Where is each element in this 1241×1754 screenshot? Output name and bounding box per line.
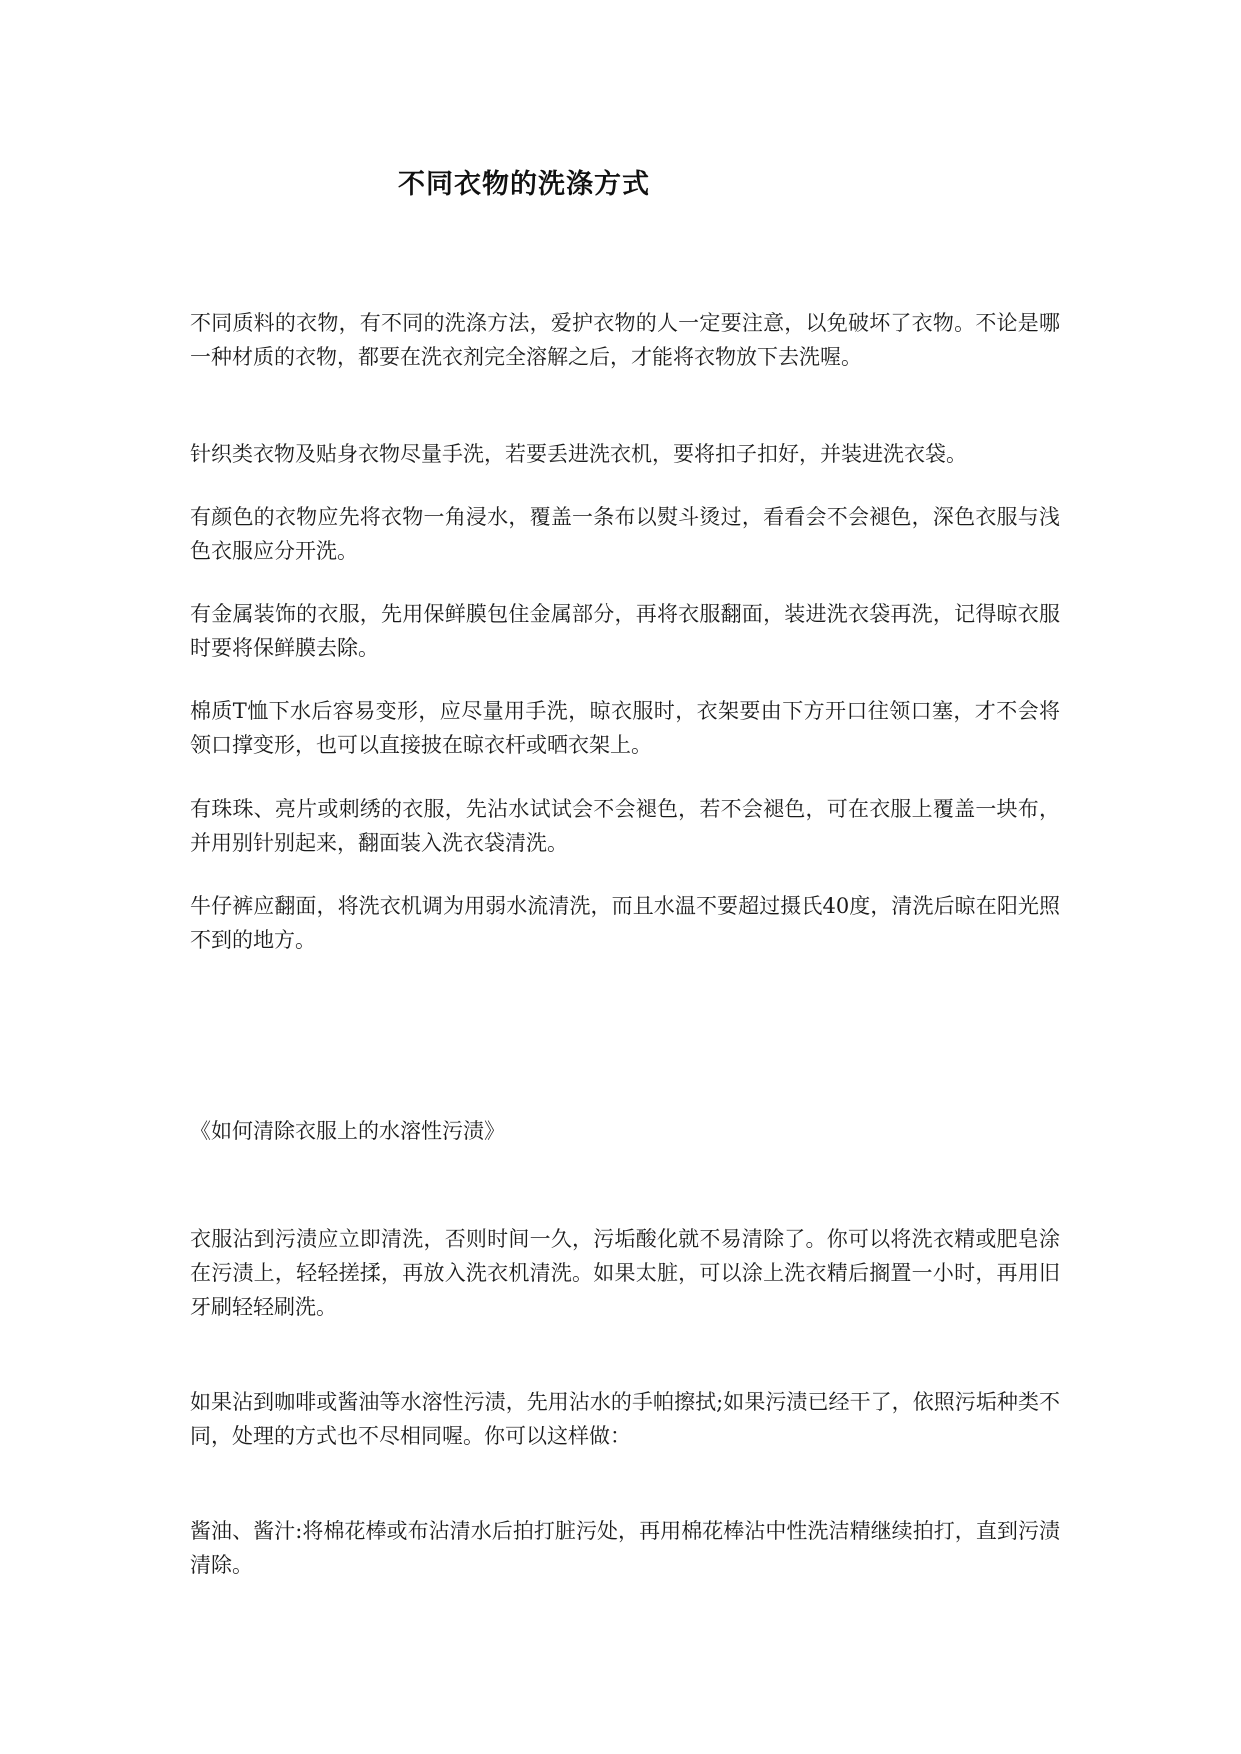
paragraph-metal-decoration: 有金属装饰的衣服，先用保鲜膜包住金属部分，再将衣服翻面，装进洗衣袋再洗，记得晾衣服时要将保鲜膜去除。: [190, 602, 1060, 660]
paragraph-cotton-tshirt: 棉质T恤下水后容易变形，应尽量用手洗，晾衣服时，衣架要由下方开口往领口塞，才不会将领口撑变形，也可以直接披在晾衣杆或晒衣架上。: [190, 699, 1060, 757]
paragraph-intro: 不同质料的衣物，有不同的洗涤方法，爱护衣物的人一定要注意，以免破坏了衣物。不论是哪一种材质的衣物，都要在洗衣剂完全溶解之后，才能将衣物放下去洗喔。: [190, 311, 1060, 369]
paragraph-stain-cleaning: 衣服沾到污渍应立即清洗，否则时间一久，污垢酸化就不易清除了。你可以将洗衣精或肥皂涂在污渍上，轻轻搓揉，再放入洗衣机清洗。如果太脏，可以涂上洗衣精后搁置一小时，再用旧牙刷轻轻刷洗。: [190, 1227, 1060, 1319]
page-title: 不同衣物的洗涤方式: [398, 169, 650, 200]
paragraph-jeans: 牛仔裤应翻面，将洗衣机调为用弱水流清洗，而且水温不要超过摄氏40度，清洗后晾在阳光照不到的地方。: [190, 894, 1060, 952]
paragraph-sequins: 有珠珠、亮片或刺绣的衣服，先沾水试试会不会褪色，若不会褪色，可在衣服上覆盖一块布，并用别针别起来，翻面装入洗衣袋清洗。: [190, 797, 1060, 855]
paragraph-soy-sauce: 酱油、酱汁:将棉花棒或布沾清水后拍打脏污处，再用棉花棒沾中性洗洁精继续拍打，直到污渍清除。: [190, 1519, 1060, 1577]
section-heading: 《如何清除衣服上的水溶性污渍》: [190, 1119, 505, 1143]
paragraph-knitwear: 针织类衣物及贴身衣物尽量手洗，若要丢进洗衣机，要将扣子扣好，并装进洗衣袋。: [190, 442, 967, 466]
paragraph-colored-clothes: 有颜色的衣物应先将衣物一角浸水，覆盖一条布以熨斗烫过，看看会不会褪色，深色衣服与浅色衣服应分开洗。: [190, 505, 1060, 563]
paragraph-water-soluble-stains: 如果沾到咖啡或酱油等水溶性污渍，先用沾水的手帕擦拭;如果污渍已经干了，依照污垢种类不同，处理的方式也不尽相同喔。你可以这样做：: [190, 1390, 1060, 1448]
